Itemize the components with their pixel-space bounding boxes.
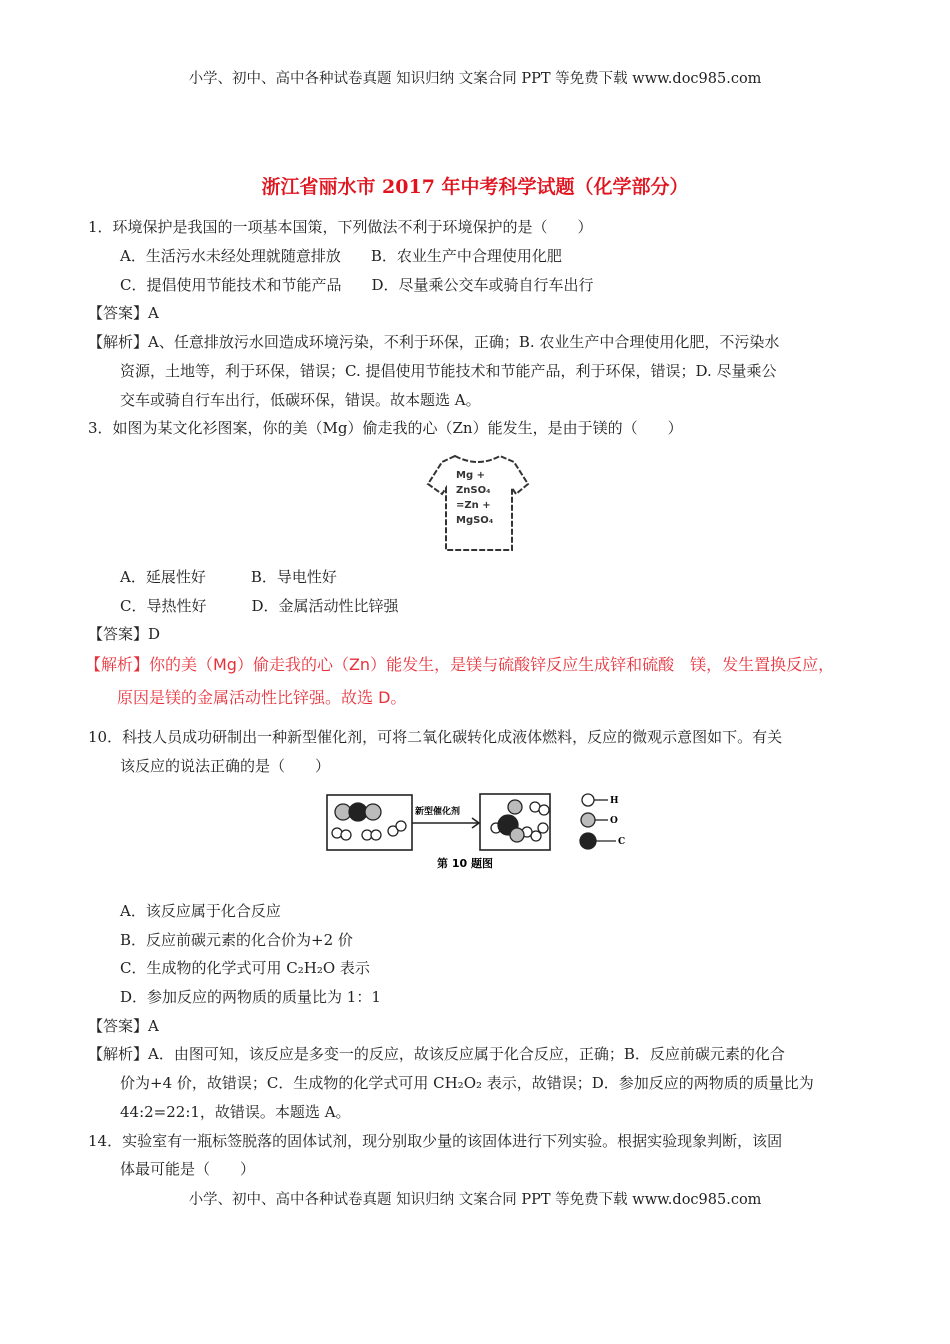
q10-option: D．参加反应的两物质的质量比为 1：1 bbox=[120, 988, 381, 1006]
q10-analysis: 价为+4 价，故错误；C．生成物的化学式可用 CH₂O₂ 表示，故错误；D．参加反应的两物质的质量比为 bbox=[120, 1074, 814, 1092]
page-footer: 小学、初中、高中各种试卷真题 知识归纳 文案合同 PPT 等免费下载 www.doc985.com bbox=[188, 1192, 762, 1208]
q3-analysis: 原因是镁的金属活动性比锌强。故选 D。 bbox=[117, 688, 407, 707]
arrow-label: 新型催化剂 bbox=[415, 807, 461, 817]
q3-answer: 【答案】D bbox=[88, 625, 161, 643]
shirt-line: MgSO₄ bbox=[456, 515, 494, 526]
q1-analysis: 交车或骑自行车出行，低碳环保，错误。故本题选 A。 bbox=[120, 391, 481, 409]
q10-analysis: 44:2=22:1，故错误。本题选 A。 bbox=[120, 1103, 351, 1121]
q3-options-ab: A．延展性好 B．导电性好 bbox=[120, 568, 337, 586]
molecule-diagram bbox=[322, 788, 642, 878]
q3-stem: 3．如图为某文化衫图案，你的美（Mg）偷走我的心（Zn）能发生，是由于镁的（ ） bbox=[88, 419, 683, 437]
reaction-diagram bbox=[322, 788, 642, 878]
shirt-line: Mg + bbox=[456, 470, 485, 481]
q1-answer: 【答案】A bbox=[88, 304, 159, 322]
q10-option: C．生成物的化学式可用 C₂H₂O 表示 bbox=[120, 959, 370, 977]
q10-answer: 【答案】A bbox=[88, 1017, 159, 1035]
q1-options-ab: A．生活污水未经处理就随意排放 B．农业生产中合理使用化肥 bbox=[120, 247, 562, 265]
legend-c: C bbox=[618, 837, 626, 847]
shirt-line: ZnSO₄ bbox=[456, 485, 491, 496]
q10-stem: 10．科技人员成功研制出一种新型催化剂，可将二氧化碳转化成液体燃料，反应的微观示意图如下。有关 bbox=[88, 728, 783, 746]
q3-analysis: 【解析】你的美（Mg）偷走我的心（Zn）能发生，是镁与硫酸锌反应生成锌和硫酸 镁，发生置换反应， bbox=[85, 655, 835, 674]
q1-options-cd: C．提倡使用节能技术和节能产品 D．尽量乘公交车或骑自行车出行 bbox=[120, 276, 594, 294]
q10-stem: 该反应的说法正确的是（ ） bbox=[120, 757, 331, 775]
page-header: 小学、初中、高中各种试卷真题 知识归纳 文案合同 PPT 等免费下载 www.doc985.com bbox=[188, 71, 762, 87]
q10-option: B．反应前碳元素的化合价为+2 价 bbox=[120, 931, 353, 949]
q10-option: A．该反应属于化合反应 bbox=[120, 902, 281, 920]
page-title: 浙江省丽水市 2017 年中考科学试题（化学部分） bbox=[261, 176, 689, 198]
q10-analysis: 【解析】A．由图可知，该反应是多变一的反应，故该反应属于化合反应，正确；B．反应前碳元素的化合 bbox=[88, 1045, 785, 1063]
legend-o: O bbox=[610, 816, 618, 826]
tshirt-figure bbox=[420, 450, 535, 555]
q1-analysis: 【解析】A、任意排放污水回造成环境污染，不利于环保，正确；B. 农业生产中合理使用化肥，不污染水 bbox=[88, 333, 780, 351]
q14-stem: 14．实验室有一瓶标签脱落的固体试剂，现分别取少量的该固体进行下列实验。根据实验现象判断，该固 bbox=[88, 1132, 783, 1150]
q1-stem: 1．环境保护是我国的一项基本国策，下列做法不利于环境保护的是（ ） bbox=[88, 218, 593, 236]
shirt-line: =Zn + bbox=[456, 500, 491, 511]
figure-caption: 第 10 题图 bbox=[437, 857, 493, 870]
q3-options-cd: C．导热性好 D．金属活动性比锌强 bbox=[120, 597, 399, 615]
q1-analysis: 资源，土地等，利于环保，错误；C. 提倡使用节能技术和节能产品，利于环保，错误；D. 尽量乘公 bbox=[120, 362, 777, 380]
q14-stem: 体最可能是（ ） bbox=[120, 1160, 256, 1178]
legend-h: H bbox=[610, 796, 619, 806]
